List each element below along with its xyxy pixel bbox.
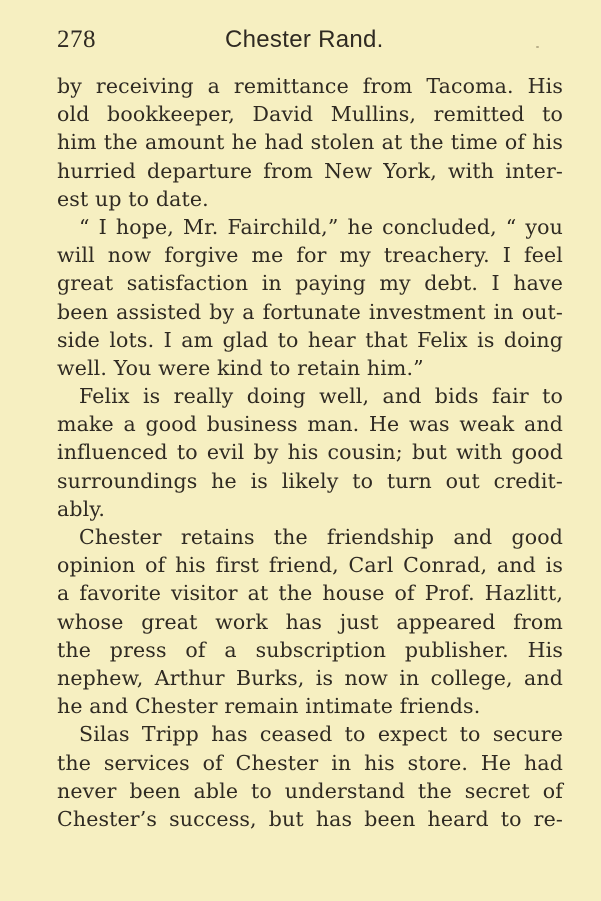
text-line: by receiving a remittance from Tacoma. His xyxy=(57,74,563,98)
page-number: 278 xyxy=(57,26,96,53)
text-line: great satisfaction in paying my debt. I have xyxy=(57,271,563,296)
text-line: never been able to understand the secret of xyxy=(57,778,563,803)
running-title: Chester Rand. xyxy=(225,26,384,53)
paper-speck xyxy=(536,46,539,48)
text-line: opinion of his first friend, Carl Conrad, and is xyxy=(57,553,563,578)
text-line: ably. xyxy=(57,496,106,521)
text-line: nephew, Arthur Burks, is now in college, and xyxy=(57,665,563,690)
page-header xyxy=(57,26,562,66)
text-line: “ I hope, Mr. Fairchild,” he concluded, “ you xyxy=(79,214,563,239)
text-line: been assisted by a fortunate investment in out- xyxy=(57,299,563,324)
text-line: well. You were kind to retain him.” xyxy=(57,355,424,380)
text-line: influenced to evil by his cousin; but with good xyxy=(57,440,563,465)
text-line: Chester retains the friendship and good xyxy=(79,525,563,549)
text-line: surroundings he is likely to turn out credit- xyxy=(57,468,563,493)
text-line: hurried departure from New York, with inter- xyxy=(57,158,563,183)
text-line: old bookkeeper, David Mullins, remitted to xyxy=(57,102,563,127)
text-line: he and Chester remain intimate friends. xyxy=(57,694,481,719)
text-line: Felix is really doing well, and bids fair to xyxy=(79,384,563,409)
text-line: Silas Tripp has ceased to expect to secure xyxy=(79,722,563,747)
text-line: the services of Chester in his store. He had xyxy=(57,750,563,775)
text-line: will now forgive me for my treachery. I feel xyxy=(57,243,563,268)
text-line: him the amount he had stolen at the time of his xyxy=(57,130,563,155)
text-line: make a good business man. He was weak and xyxy=(57,412,563,437)
text-line: Chester’s success, but has been heard to re- xyxy=(57,806,563,831)
text-line: the press of a subscription publisher. His xyxy=(57,637,563,662)
text-line: whose great work has just appeared from xyxy=(57,609,563,634)
text-line: side lots. I am glad to hear that Felix is doing xyxy=(57,327,563,352)
body-text xyxy=(57,72,563,833)
text-line: est up to date. xyxy=(57,186,209,211)
text-line: a favorite visitor at the house of Prof. Hazlitt, xyxy=(57,581,563,606)
